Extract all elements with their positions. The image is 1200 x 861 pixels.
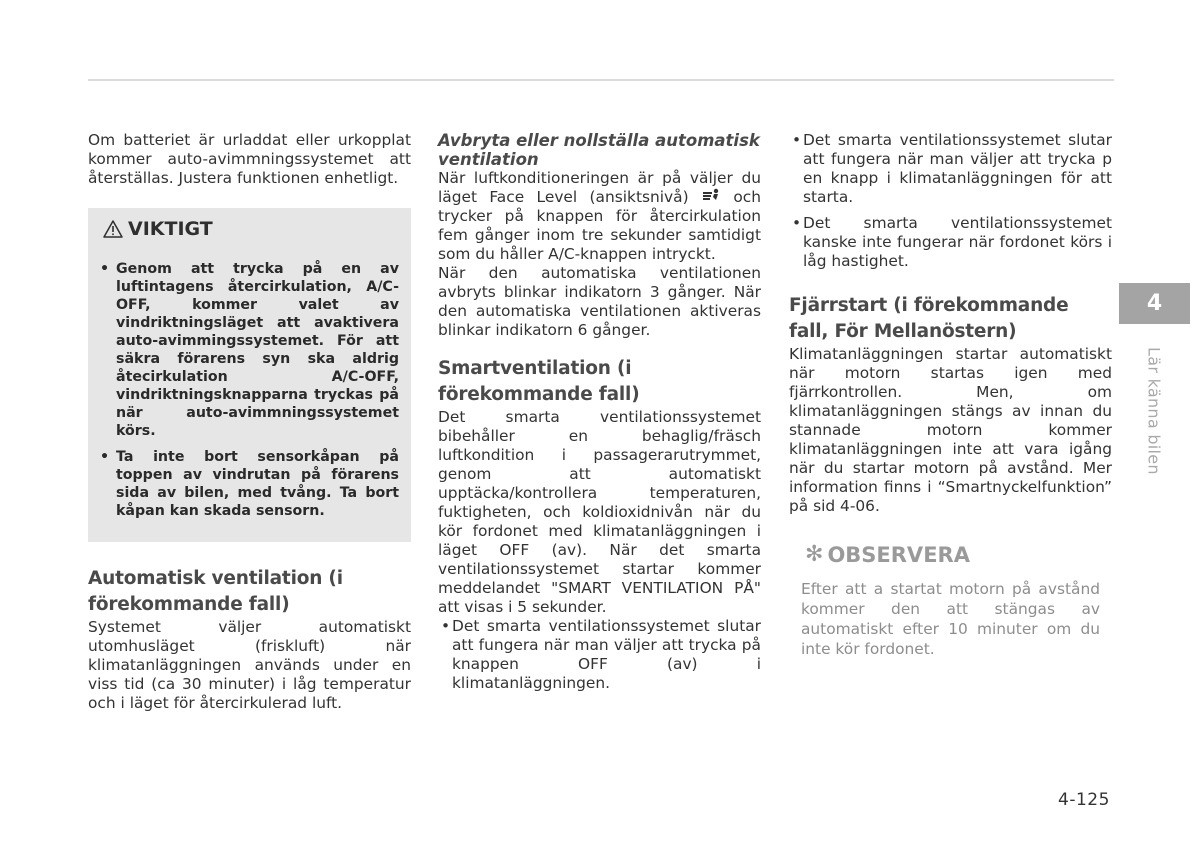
section-heading: Fjärrstart (i förekommande fall, För Mellanöstern)	[789, 295, 1069, 342]
observe-text: Efter att a startat motorn på avstånd kommer den att stängas av automatiskt efter 10 minuter om du inte kör fordonet.	[801, 580, 1100, 658]
section-heading: Smartventilation (i förekommande fall)	[438, 358, 640, 405]
face-level-icon	[701, 188, 721, 204]
important-item: • Ta inte bort sensorkåpan på toppen av vindrutan på förarens sida av bilen, med tvång. Ta bort kåpan kan skada sensorn.	[100, 448, 399, 520]
reset-paragraph: När luftkonditioneringen är på väljer du läget Face Level (ansiktsnivå) och trycker på knappen för återcirkulation fem gånger inom tre sekunder samtidigt som du håller A/C-knappen intryckt.	[438, 169, 761, 263]
subheading: Avbryta eller nollställa automatisk ventilation	[438, 131, 760, 169]
column-right	[789, 131, 1112, 659]
important-list	[100, 260, 399, 520]
list-item: • Det smarta ventilationssystemet slutar att fungera när man väljer att trycka på knappen OFF (av) i klimatanläggningen.	[438, 617, 761, 693]
important-item: • Genom att trycka på en av luftintagens återcirkulation, A/C-OFF, kommer valet av vindriktningsläget att avaktivera auto-avimmingssystemet. För att säkra förarens syn ska aldrig åtecirkulation A/C-OFF, vindriktningsknapparna tryckas på när auto-avimmningssystemet körs.	[100, 260, 399, 440]
section-body: Systemet väljer automatiskt utomhusläget (friskluft) när klimatanläggningen används under en viss tid (ca 30 minuter) i låg temperatur och i läget för återcirkulerad luft.	[88, 618, 411, 712]
intro-paragraph: Om batteriet är urladdat eller urkopplat kommer auto-avimmningssystemet att återställas. Justera funktionen enhetligt.	[88, 131, 411, 187]
bullet-list	[438, 617, 761, 693]
chapter-tab: 4	[1119, 283, 1190, 324]
bullet-list	[789, 131, 1112, 271]
list-item: • Det smarta ventilationssystemet kanske inte fungerar när fordonet körs i låg hastighet.	[789, 214, 1112, 271]
important-title: VIKTIGT	[102, 218, 399, 240]
section-body: Det smarta ventilationssystemet bibehåller en behaglig/fräsch luftkondition i passagerarutrymmet, genom att automatiskt upptäcka/kontrollera temperaturen, fuktigheten, och koldioxidnivån när du kör fordonet med klimatanläggningen i läget OFF (av). När det smarta ventilationssystemet startar kommer meddelandet "SMART VENTILATION PÅ" att visas i 5 sekunder.	[438, 408, 761, 616]
important-box	[88, 208, 411, 542]
asterisk-icon: ✻	[805, 542, 824, 567]
section-heading: Automatisk ventilation (i förekommande fall)	[88, 568, 343, 615]
warning-triangle-icon	[102, 219, 124, 239]
list-item: • Det smarta ventilationssystemet slutar att fungera när man väljer att trycka p en knapp i klimatanläggningen för att starta.	[789, 131, 1112, 207]
column-left	[88, 131, 411, 713]
blink-paragraph: När den automatiska ventilationen avbryts blinkar indikatorn 3 gånger. När den automatiska ventilationen aktiveras blinkar indikatorn 6 gånger.	[438, 264, 761, 339]
column-middle	[438, 131, 761, 700]
section-body: Klimatanläggningen startar automatiskt när motorn startas igen med fjärrkontrollen. Men, om klimatanläggningen stängs av innan du stannade motorn kommer klimatanläggningen inte att vara igång när du startar motorn på avstånd. Mer information finns i “Smartnyckelfunktion” på sid 4-06.	[789, 345, 1112, 515]
header-rule	[88, 79, 1114, 81]
side-label: Lär känna bilen	[1144, 347, 1164, 475]
observe-box	[789, 542, 1112, 659]
page-number: 4-125	[1058, 790, 1110, 810]
observe-title: ✻ OBSERVERA	[805, 542, 970, 567]
